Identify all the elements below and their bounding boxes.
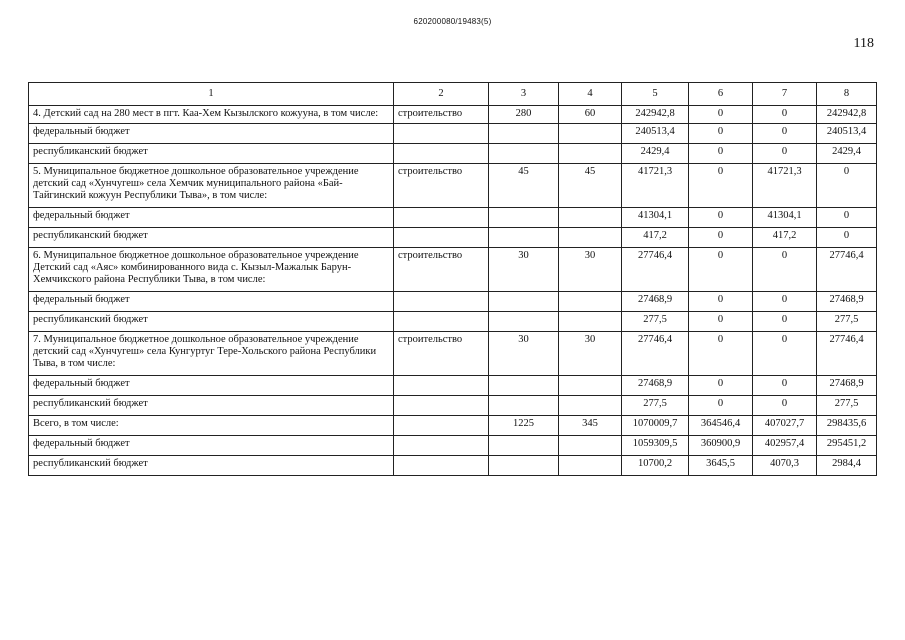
table-row xyxy=(29,376,877,396)
value-cell xyxy=(489,312,559,332)
value-cell: 240513,4 xyxy=(817,124,877,144)
value-cell: 0 xyxy=(689,144,753,164)
value-cell: 2429,4 xyxy=(817,144,877,164)
table-row xyxy=(29,456,877,476)
page-number: 118 xyxy=(853,36,874,51)
value-cell xyxy=(489,396,559,416)
value-cell: 27468,9 xyxy=(622,376,689,396)
value-cell: 30 xyxy=(489,332,559,376)
work-type-cell: строительство xyxy=(394,248,489,292)
value-cell: 0 xyxy=(753,332,817,376)
value-cell: 30 xyxy=(559,248,622,292)
value-cell xyxy=(559,436,622,456)
table-header-row xyxy=(29,83,877,106)
column-header: 3 xyxy=(489,83,559,106)
value-cell: 280 xyxy=(489,106,559,124)
value-cell: 360900,9 xyxy=(689,436,753,456)
row-name-cell: федеральный бюджет xyxy=(29,376,394,396)
value-cell: 1225 xyxy=(489,416,559,436)
column-header: 7 xyxy=(753,83,817,106)
value-cell: 0 xyxy=(753,124,817,144)
value-cell xyxy=(559,292,622,312)
table-row xyxy=(29,208,877,228)
value-cell: 10700,2 xyxy=(622,456,689,476)
value-cell: 41721,3 xyxy=(753,164,817,208)
value-cell: 0 xyxy=(689,312,753,332)
value-cell xyxy=(489,292,559,312)
value-cell: 45 xyxy=(559,164,622,208)
value-cell: 0 xyxy=(753,312,817,332)
value-cell: 3645,5 xyxy=(689,456,753,476)
table-row xyxy=(29,106,877,124)
value-cell: 298435,6 xyxy=(817,416,877,436)
document-id: 620200080/19483(5) xyxy=(413,17,492,26)
value-cell: 0 xyxy=(689,106,753,124)
value-cell: 295451,2 xyxy=(817,436,877,456)
table-row xyxy=(29,416,877,436)
value-cell: 277,5 xyxy=(622,396,689,416)
value-cell xyxy=(559,312,622,332)
value-cell: 417,2 xyxy=(622,228,689,248)
table-row xyxy=(29,312,877,332)
value-cell: 0 xyxy=(689,228,753,248)
value-cell: 0 xyxy=(689,332,753,376)
work-type-cell xyxy=(394,456,489,476)
value-cell xyxy=(559,376,622,396)
value-cell: 0 xyxy=(753,248,817,292)
row-name-cell: федеральный бюджет xyxy=(29,208,394,228)
value-cell: 27468,9 xyxy=(817,292,877,312)
value-cell xyxy=(489,208,559,228)
table-row xyxy=(29,228,877,248)
value-cell: 0 xyxy=(689,208,753,228)
row-name-cell: 7. Муниципальное бюджетное дошкольное образовательное учреждение детский сад «Хунчугеш» села Кунгуртуг Тере-Хольского района Республики Тыва, в том числе: xyxy=(29,332,394,376)
work-type-cell: строительство xyxy=(394,106,489,124)
work-type-cell xyxy=(394,124,489,144)
work-type-cell xyxy=(394,144,489,164)
table-row xyxy=(29,248,877,292)
value-cell: 60 xyxy=(559,106,622,124)
row-name-cell: республиканский бюджет xyxy=(29,456,394,476)
value-cell xyxy=(559,228,622,248)
table-row xyxy=(29,396,877,416)
row-name-cell: 4. Детский сад на 280 мест в пгт. Каа-Хем Кызылского кожууна, в том числе: xyxy=(29,106,394,124)
table-row xyxy=(29,292,877,312)
column-header: 8 xyxy=(817,83,877,106)
value-cell: 1059309,5 xyxy=(622,436,689,456)
table-row xyxy=(29,436,877,456)
value-cell: 0 xyxy=(753,376,817,396)
value-cell: 277,5 xyxy=(622,312,689,332)
table-row xyxy=(29,144,877,164)
value-cell xyxy=(489,228,559,248)
value-cell: 41304,1 xyxy=(622,208,689,228)
value-cell xyxy=(559,124,622,144)
value-cell: 0 xyxy=(689,124,753,144)
value-cell: 1070009,7 xyxy=(622,416,689,436)
work-type-cell xyxy=(394,228,489,248)
value-cell: 402957,4 xyxy=(753,436,817,456)
table-row xyxy=(29,124,877,144)
table-row xyxy=(29,164,877,208)
value-cell xyxy=(559,208,622,228)
value-cell: 0 xyxy=(689,164,753,208)
column-header: 2 xyxy=(394,83,489,106)
value-cell: 45 xyxy=(489,164,559,208)
row-name-cell: 6. Муниципальное бюджетное дошкольное образовательное учреждение Детский сад «Аяс» комбинированного вида с. Кызыл-Мажалык Барун-Хемчикского района Республики Тыва, в том числе: xyxy=(29,248,394,292)
value-cell: 364546,4 xyxy=(689,416,753,436)
work-type-cell xyxy=(394,436,489,456)
row-name-cell: федеральный бюджет xyxy=(29,436,394,456)
value-cell: 27746,4 xyxy=(622,248,689,292)
work-type-cell xyxy=(394,292,489,312)
value-cell: 27746,4 xyxy=(622,332,689,376)
table-row xyxy=(29,332,877,376)
value-cell xyxy=(489,124,559,144)
value-cell: 27468,9 xyxy=(817,376,877,396)
work-type-cell xyxy=(394,416,489,436)
column-header: 1 xyxy=(29,83,394,106)
value-cell: 277,5 xyxy=(817,396,877,416)
column-header: 4 xyxy=(559,83,622,106)
value-cell: 0 xyxy=(689,248,753,292)
value-cell: 27468,9 xyxy=(622,292,689,312)
value-cell: 0 xyxy=(689,396,753,416)
row-name-cell: республиканский бюджет xyxy=(29,312,394,332)
value-cell: 0 xyxy=(753,144,817,164)
value-cell xyxy=(489,376,559,396)
value-cell: 242942,8 xyxy=(817,106,877,124)
value-cell: 41304,1 xyxy=(753,208,817,228)
value-cell: 240513,4 xyxy=(622,124,689,144)
row-name-cell: федеральный бюджет xyxy=(29,124,394,144)
value-cell: 345 xyxy=(559,416,622,436)
value-cell: 417,2 xyxy=(753,228,817,248)
value-cell: 30 xyxy=(489,248,559,292)
work-type-cell xyxy=(394,312,489,332)
value-cell: 277,5 xyxy=(817,312,877,332)
value-cell: 2429,4 xyxy=(622,144,689,164)
value-cell: 0 xyxy=(753,106,817,124)
row-name-cell: 5. Муниципальное бюджетное дошкольное образовательное учреждение детский сад «Хунчугеш» села Хемчик муниципального района «Бай-Тайгинский кожуун Республики Тыва», в том числе: xyxy=(29,164,394,208)
value-cell: 0 xyxy=(817,164,877,208)
row-name-cell: республиканский бюджет xyxy=(29,144,394,164)
row-name-cell: Всего, в том числе: xyxy=(29,416,394,436)
value-cell: 242942,8 xyxy=(622,106,689,124)
row-name-cell: республиканский бюджет xyxy=(29,396,394,416)
value-cell xyxy=(489,144,559,164)
row-name-cell: федеральный бюджет xyxy=(29,292,394,312)
value-cell: 0 xyxy=(689,292,753,312)
work-type-cell xyxy=(394,376,489,396)
value-cell xyxy=(559,144,622,164)
work-type-cell xyxy=(394,396,489,416)
value-cell: 27746,4 xyxy=(817,332,877,376)
value-cell: 0 xyxy=(689,376,753,396)
value-cell: 41721,3 xyxy=(622,164,689,208)
value-cell: 0 xyxy=(753,292,817,312)
work-type-cell: строительство xyxy=(394,332,489,376)
work-type-cell: строительство xyxy=(394,164,489,208)
value-cell: 4070,3 xyxy=(753,456,817,476)
budget-table xyxy=(28,82,877,476)
row-name-cell: республиканский бюджет xyxy=(29,228,394,248)
value-cell: 30 xyxy=(559,332,622,376)
value-cell: 407027,7 xyxy=(753,416,817,436)
value-cell: 2984,4 xyxy=(817,456,877,476)
value-cell: 0 xyxy=(817,228,877,248)
column-header: 5 xyxy=(622,83,689,106)
value-cell xyxy=(559,396,622,416)
column-header: 6 xyxy=(689,83,753,106)
value-cell: 0 xyxy=(753,396,817,416)
value-cell xyxy=(489,456,559,476)
work-type-cell xyxy=(394,208,489,228)
value-cell: 0 xyxy=(817,208,877,228)
value-cell xyxy=(559,456,622,476)
value-cell: 27746,4 xyxy=(817,248,877,292)
value-cell xyxy=(489,436,559,456)
